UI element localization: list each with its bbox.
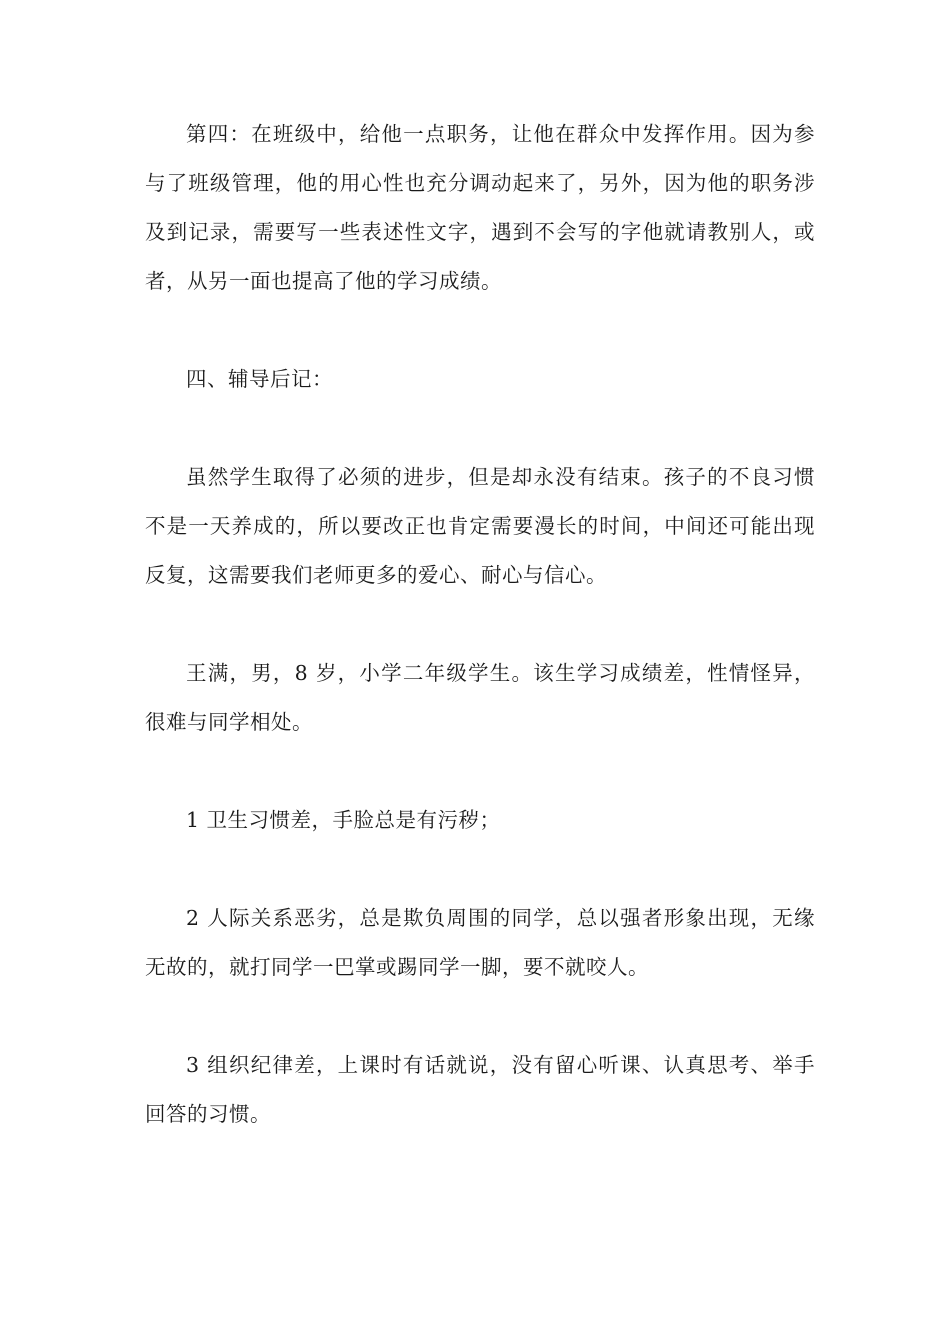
list-item-hygiene: 1 卫生习惯差，手脸总是有污秽； xyxy=(186,808,501,832)
document-body xyxy=(145,110,815,1188)
list-item-relationships: 2 人际关系恶劣，总是欺负周围的同学，总以强者形象出现，无缘无故的，就打同学一巴掌或踢同学一脚，要不就咬人。 xyxy=(145,906,815,979)
section-heading-afterword: 四、辅导后记： xyxy=(186,367,333,391)
paragraph-duty-assignment: 第四：在班级中，给他一点职务，让他在群众中发挥作用。因为参与了班级管理，他的用心性也充分调动起来了，另外，因为他的职务涉及到记录，需要写一些表述性文字，遇到不会写的字他就请教别人，或者，从另一面也提高了他的学习成绩。 xyxy=(145,122,815,293)
paragraph-afterword: 虽然学生取得了必须的进步，但是却永没有结束。孩子的不良习惯不是一天养成的，所以要改正也肯定需要漫长的时间，中间还可能出现反复，这需要我们老师更多的爱心、耐心与信心。 xyxy=(145,465,815,587)
list-item-discipline: 3 组织纪律差，上课时有话就说，没有留心听课、认真思考、举手回答的习惯。 xyxy=(145,1053,815,1126)
paragraph-student-profile: 王满，男，8 岁，小学二年级学生。该生学习成绩差，性情怪异，很难与同学相处。 xyxy=(145,661,815,734)
